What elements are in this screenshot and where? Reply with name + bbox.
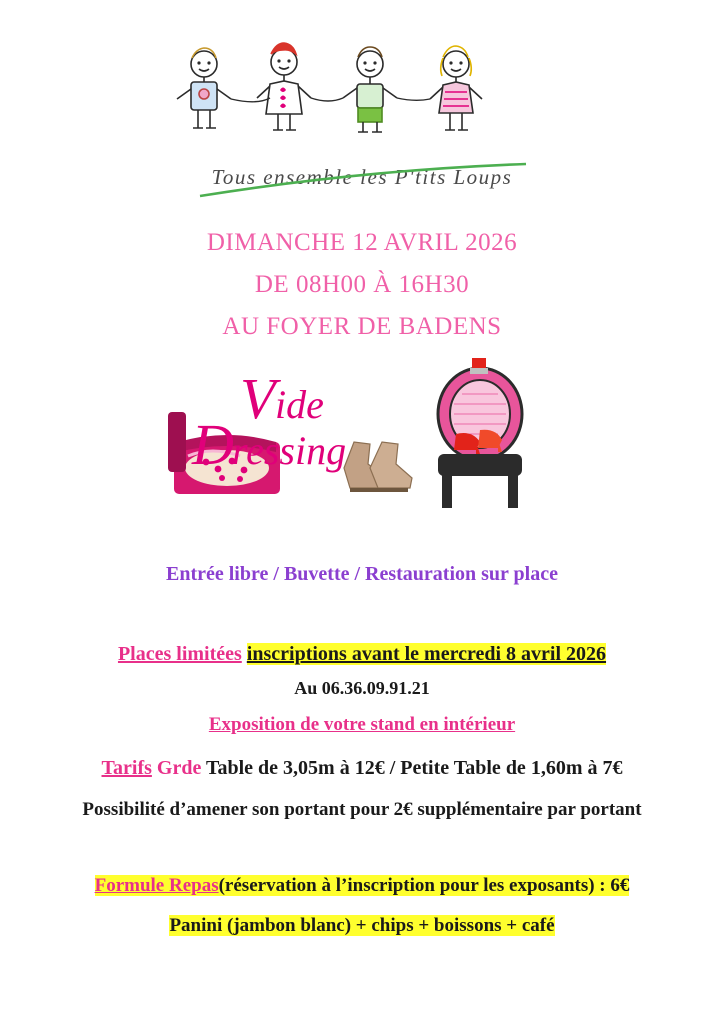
child-4 xyxy=(430,46,482,130)
meal-content: Panini (jambon blanc) + chips + boissons + café xyxy=(169,915,555,936)
meal-label: Formule Repas xyxy=(94,875,219,896)
holding-hands-lines xyxy=(231,98,430,102)
pink-armchair-icon xyxy=(438,358,522,508)
tarifs-line xyxy=(0,757,724,780)
event-place: AU FOYER DE BADENS xyxy=(222,313,502,340)
meal-content-line xyxy=(0,915,724,937)
event-hours: DE 08H00 À 16H30 xyxy=(254,271,470,298)
expo-label: Exposition de votre stand en intérieur xyxy=(208,714,516,735)
title-word-dressing-initial: D xyxy=(192,412,234,477)
logo-text: Tous ensemble les P'tits Loups xyxy=(211,165,513,189)
entree-line: Entrée libre / Buvette / Restauration sur place xyxy=(166,563,558,585)
tarif-big-table: Table de 3,05m à 12€ xyxy=(205,757,385,779)
event-date: DIMANCHE 12 AVRIL 2026 xyxy=(206,229,518,256)
logo-drawing xyxy=(162,34,562,202)
registration-line xyxy=(0,643,724,666)
lipstick-icon xyxy=(470,358,488,374)
child-2 xyxy=(257,43,311,130)
vide-dressing-illustration xyxy=(0,356,724,541)
portant-line: Possibilité d’amener son portant pour 2€ supplémentaire par portant xyxy=(82,799,642,820)
meal-line xyxy=(0,875,724,897)
child-3 xyxy=(343,47,397,132)
expo-line xyxy=(0,714,724,736)
tarifs-label: Tarifs xyxy=(101,757,152,779)
places-limitees-label: Places limitées xyxy=(117,643,242,665)
tarifs-grde-label: Grde xyxy=(156,757,202,779)
high-heel-boots-icon xyxy=(344,442,412,492)
tarif-separator: / xyxy=(389,757,396,779)
phone-line: Au 06.36.09.91.21 xyxy=(294,678,430,698)
meal-detail: (réservation à l’inscription pour les exposants) : 6€ xyxy=(218,875,630,896)
title-word-vide-initial: V xyxy=(240,366,276,431)
title-word-dressing-rest: ressing xyxy=(232,428,347,473)
registration-deadline: inscriptions avant le mercredi 8 avril 2026 xyxy=(246,643,607,665)
title-word-vide-rest: ide xyxy=(275,382,324,427)
association-logo xyxy=(0,34,724,207)
tarif-small-table: Petite Table de 1,60m à 7€ xyxy=(400,757,623,779)
vide-dressing-title xyxy=(191,366,346,477)
child-1 xyxy=(177,48,231,128)
event-date-block xyxy=(0,222,724,348)
